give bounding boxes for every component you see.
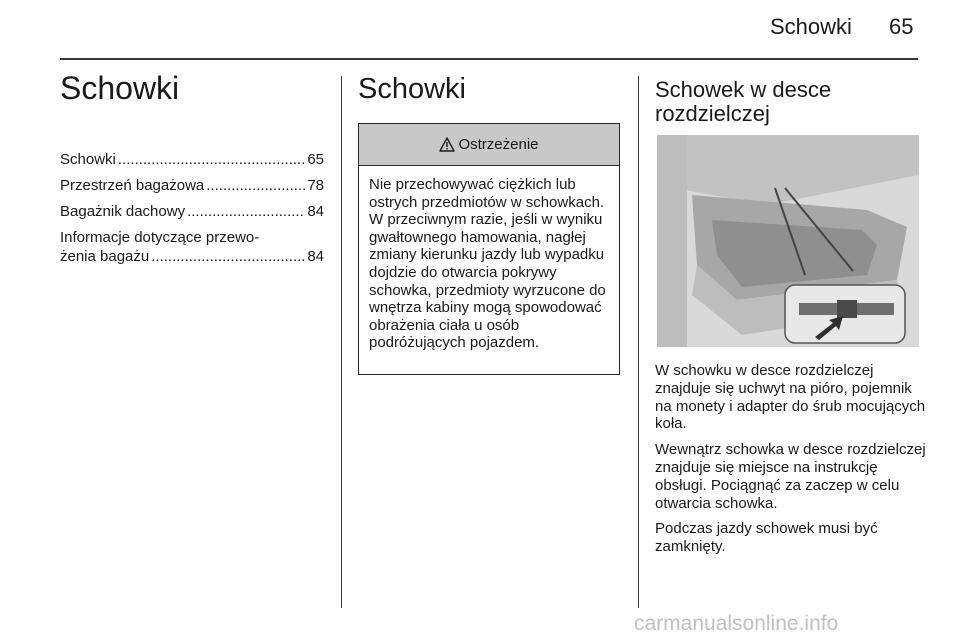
warning-box xyxy=(358,123,620,375)
warning-text: Nie przechowywać ciężkich lub ostrych przedmiotów w schowkach. W przeciwnym razie, jeśli w wyniku gwałtownego hamowania, nagłej zmiany kierunku jazdy lub wypadku dojdzie do otwarcia pokrywy schowka, przedmioty wyrzucone do wnętrza kabiny mogą spowodować obrażenia ciała u osób podróżujących pojazdem. xyxy=(369,176,606,352)
chapter-title: Schowki xyxy=(60,70,180,106)
header-divider xyxy=(60,58,918,60)
toc-entry-page: 84 xyxy=(307,203,324,220)
table-of-contents xyxy=(60,150,324,273)
paragraph: W schowku w desce rozdzielczej znajduje się uchwyt na pióro, pojemnik na monety i adapter do śrub mocujących koła. xyxy=(655,362,926,433)
toc-entry[interactable] xyxy=(60,176,324,195)
toc-entry[interactable] xyxy=(60,150,324,169)
toc-entry[interactable] xyxy=(60,202,324,221)
toc-entry-page: 78 xyxy=(307,177,324,194)
toc-entry-page: 84 xyxy=(307,248,324,265)
watermark: carmanualsonline.info xyxy=(634,612,839,635)
subsection-body xyxy=(655,362,930,564)
toc-entry-label-continued: żenia bagażu xyxy=(60,248,150,265)
warning-triangle-icon xyxy=(439,137,455,152)
column-divider-right xyxy=(638,76,639,608)
toc-leader-dots xyxy=(151,247,305,266)
toc-entry-page: 65 xyxy=(307,151,324,168)
toc-leader-dots xyxy=(206,176,305,195)
column-divider-left xyxy=(341,76,342,608)
page-number: 65 xyxy=(889,14,914,39)
toc-entry-label: Schowki xyxy=(60,151,116,168)
glovebox-illustration xyxy=(657,135,919,347)
toc-leader-dots xyxy=(118,150,305,169)
toc-entry-label: Bagażnik dachowy xyxy=(60,203,186,220)
subsection-title: Schowek w desce rozdzielczej xyxy=(655,77,832,126)
toc-leader-dots xyxy=(187,202,305,221)
toc-entry-label: Przestrzeń bagażowa xyxy=(60,177,205,194)
section-title: Schowki xyxy=(358,73,466,105)
paragraph: Wewnątrz schowka w desce rozdzielczej znajduje się miejsce na instrukcję obsługi. Pociągnąć za zaczep w celu otwarcia schowka. xyxy=(655,441,926,512)
toc-entry-label: Informacje dotyczące przewo- xyxy=(60,229,260,246)
page-header-title: Schowki xyxy=(770,14,852,39)
warning-header xyxy=(359,124,619,166)
warning-label: Ostrzeżenie xyxy=(458,136,539,153)
paragraph: Podczas jazdy schowek musi być zamknięty. xyxy=(655,520,878,556)
toc-entry[interactable] xyxy=(60,228,324,266)
